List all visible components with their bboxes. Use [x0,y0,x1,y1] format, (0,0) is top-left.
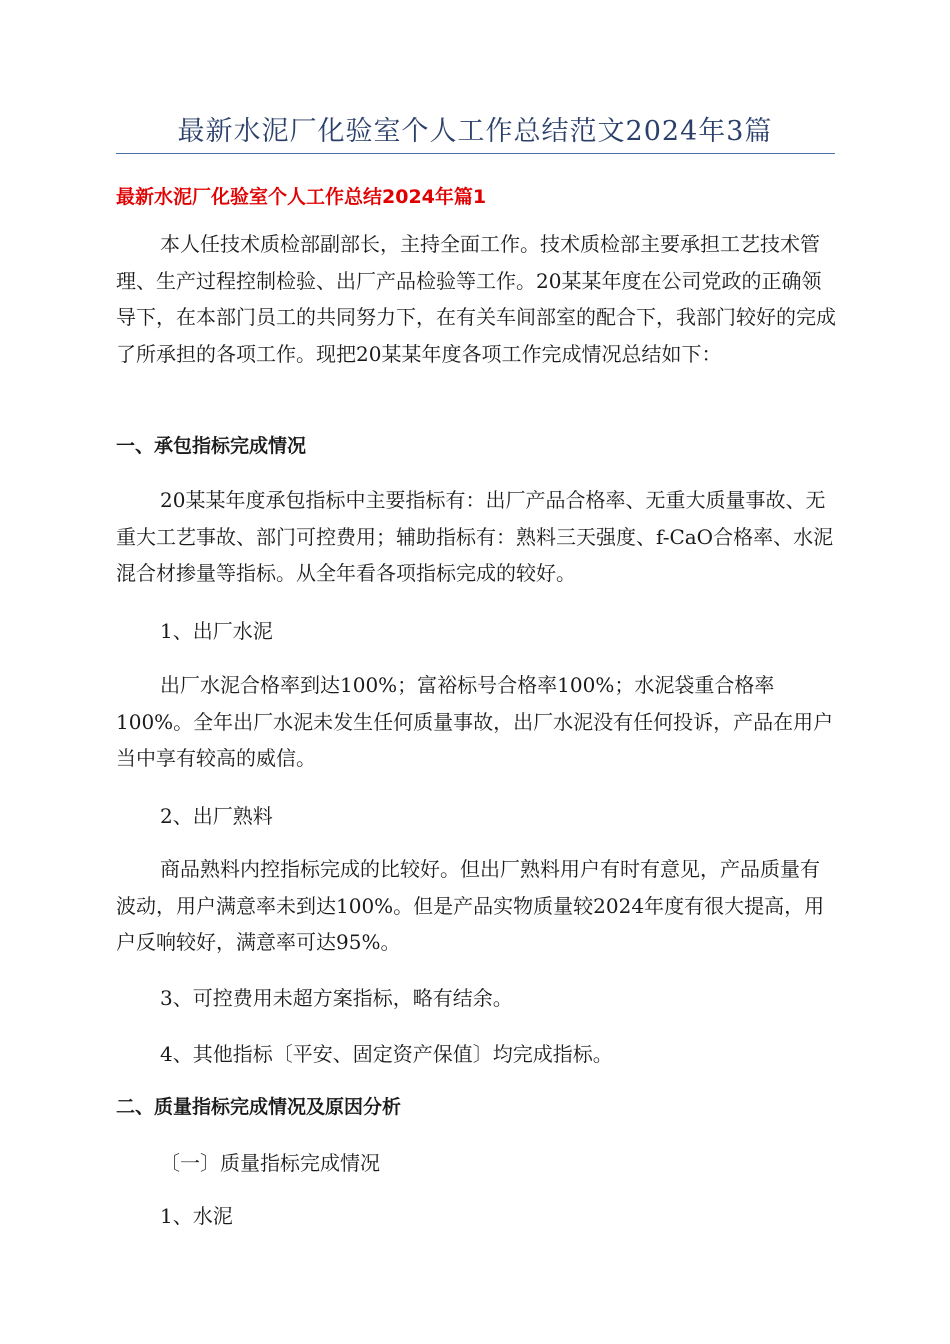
title-underline [116,153,835,154]
item-factory-cement: 1、出厂水泥 [160,619,273,643]
subheading-quality-completion: 〔一〕质量指标完成情况 [160,1151,380,1175]
item-controllable-costs: 3、可控费用未超方案指标，略有结余。 [160,986,513,1010]
intro-paragraph: 本人任技术质检部副部长，主持全面工作。技术质检部主要承担工艺技术管理、生产过程控制检验、出厂产品检验等工作。20某某年度在公司党政的正确领导下，在本部门员工的共同努力下，在有关车间部室的配合下，我部门较好的完成了所承担的各项工作。现把20某某年度各项工作完成情况总结如下： [116,232,836,366]
item-cement: 1、水泥 [160,1204,233,1228]
item-other-indicators: 4、其他指标〔平安、固定资产保值〕均完成指标。 [160,1042,613,1066]
heading-quality-indicators: 二、质量指标完成情况及原因分析 [116,1096,402,1118]
paragraph-indicators: 20某某年度承包指标中主要指标有：出厂产品合格率、无重大质量事故、无重大工艺事故、部门可控费用；辅助指标有：熟料三天强度、f-CaO合格率、水泥混合材掺量等指标。从全年看各项指标完成的较好。 [116,488,834,585]
section-heading: 最新水泥厂化验室个人工作总结2024年篇1 [116,186,487,208]
paragraph-factory-cement: 出厂水泥合格率到达100%；富裕标号合格率100%；水泥袋重合格率100%。全年出厂水泥未发生任何质量事故，出厂水泥没有任何投诉，产品在用户当中享有较高的威信。 [116,673,834,770]
paragraph-factory-clinker: 商品熟料内控指标完成的比较好。但出厂熟料用户有时有意见，产品质量有波动，用户满意率未到达100%。但是产品实物质量较2024年度有很大提高，用户反响较好，满意率可达95%。 [116,857,825,954]
document-title: 最新水泥厂化验室个人工作总结范文2024年3篇 [177,116,773,147]
item-factory-clinker: 2、出厂熟料 [160,804,273,828]
heading-contract-indicators: 一、承包指标完成情况 [116,435,307,457]
